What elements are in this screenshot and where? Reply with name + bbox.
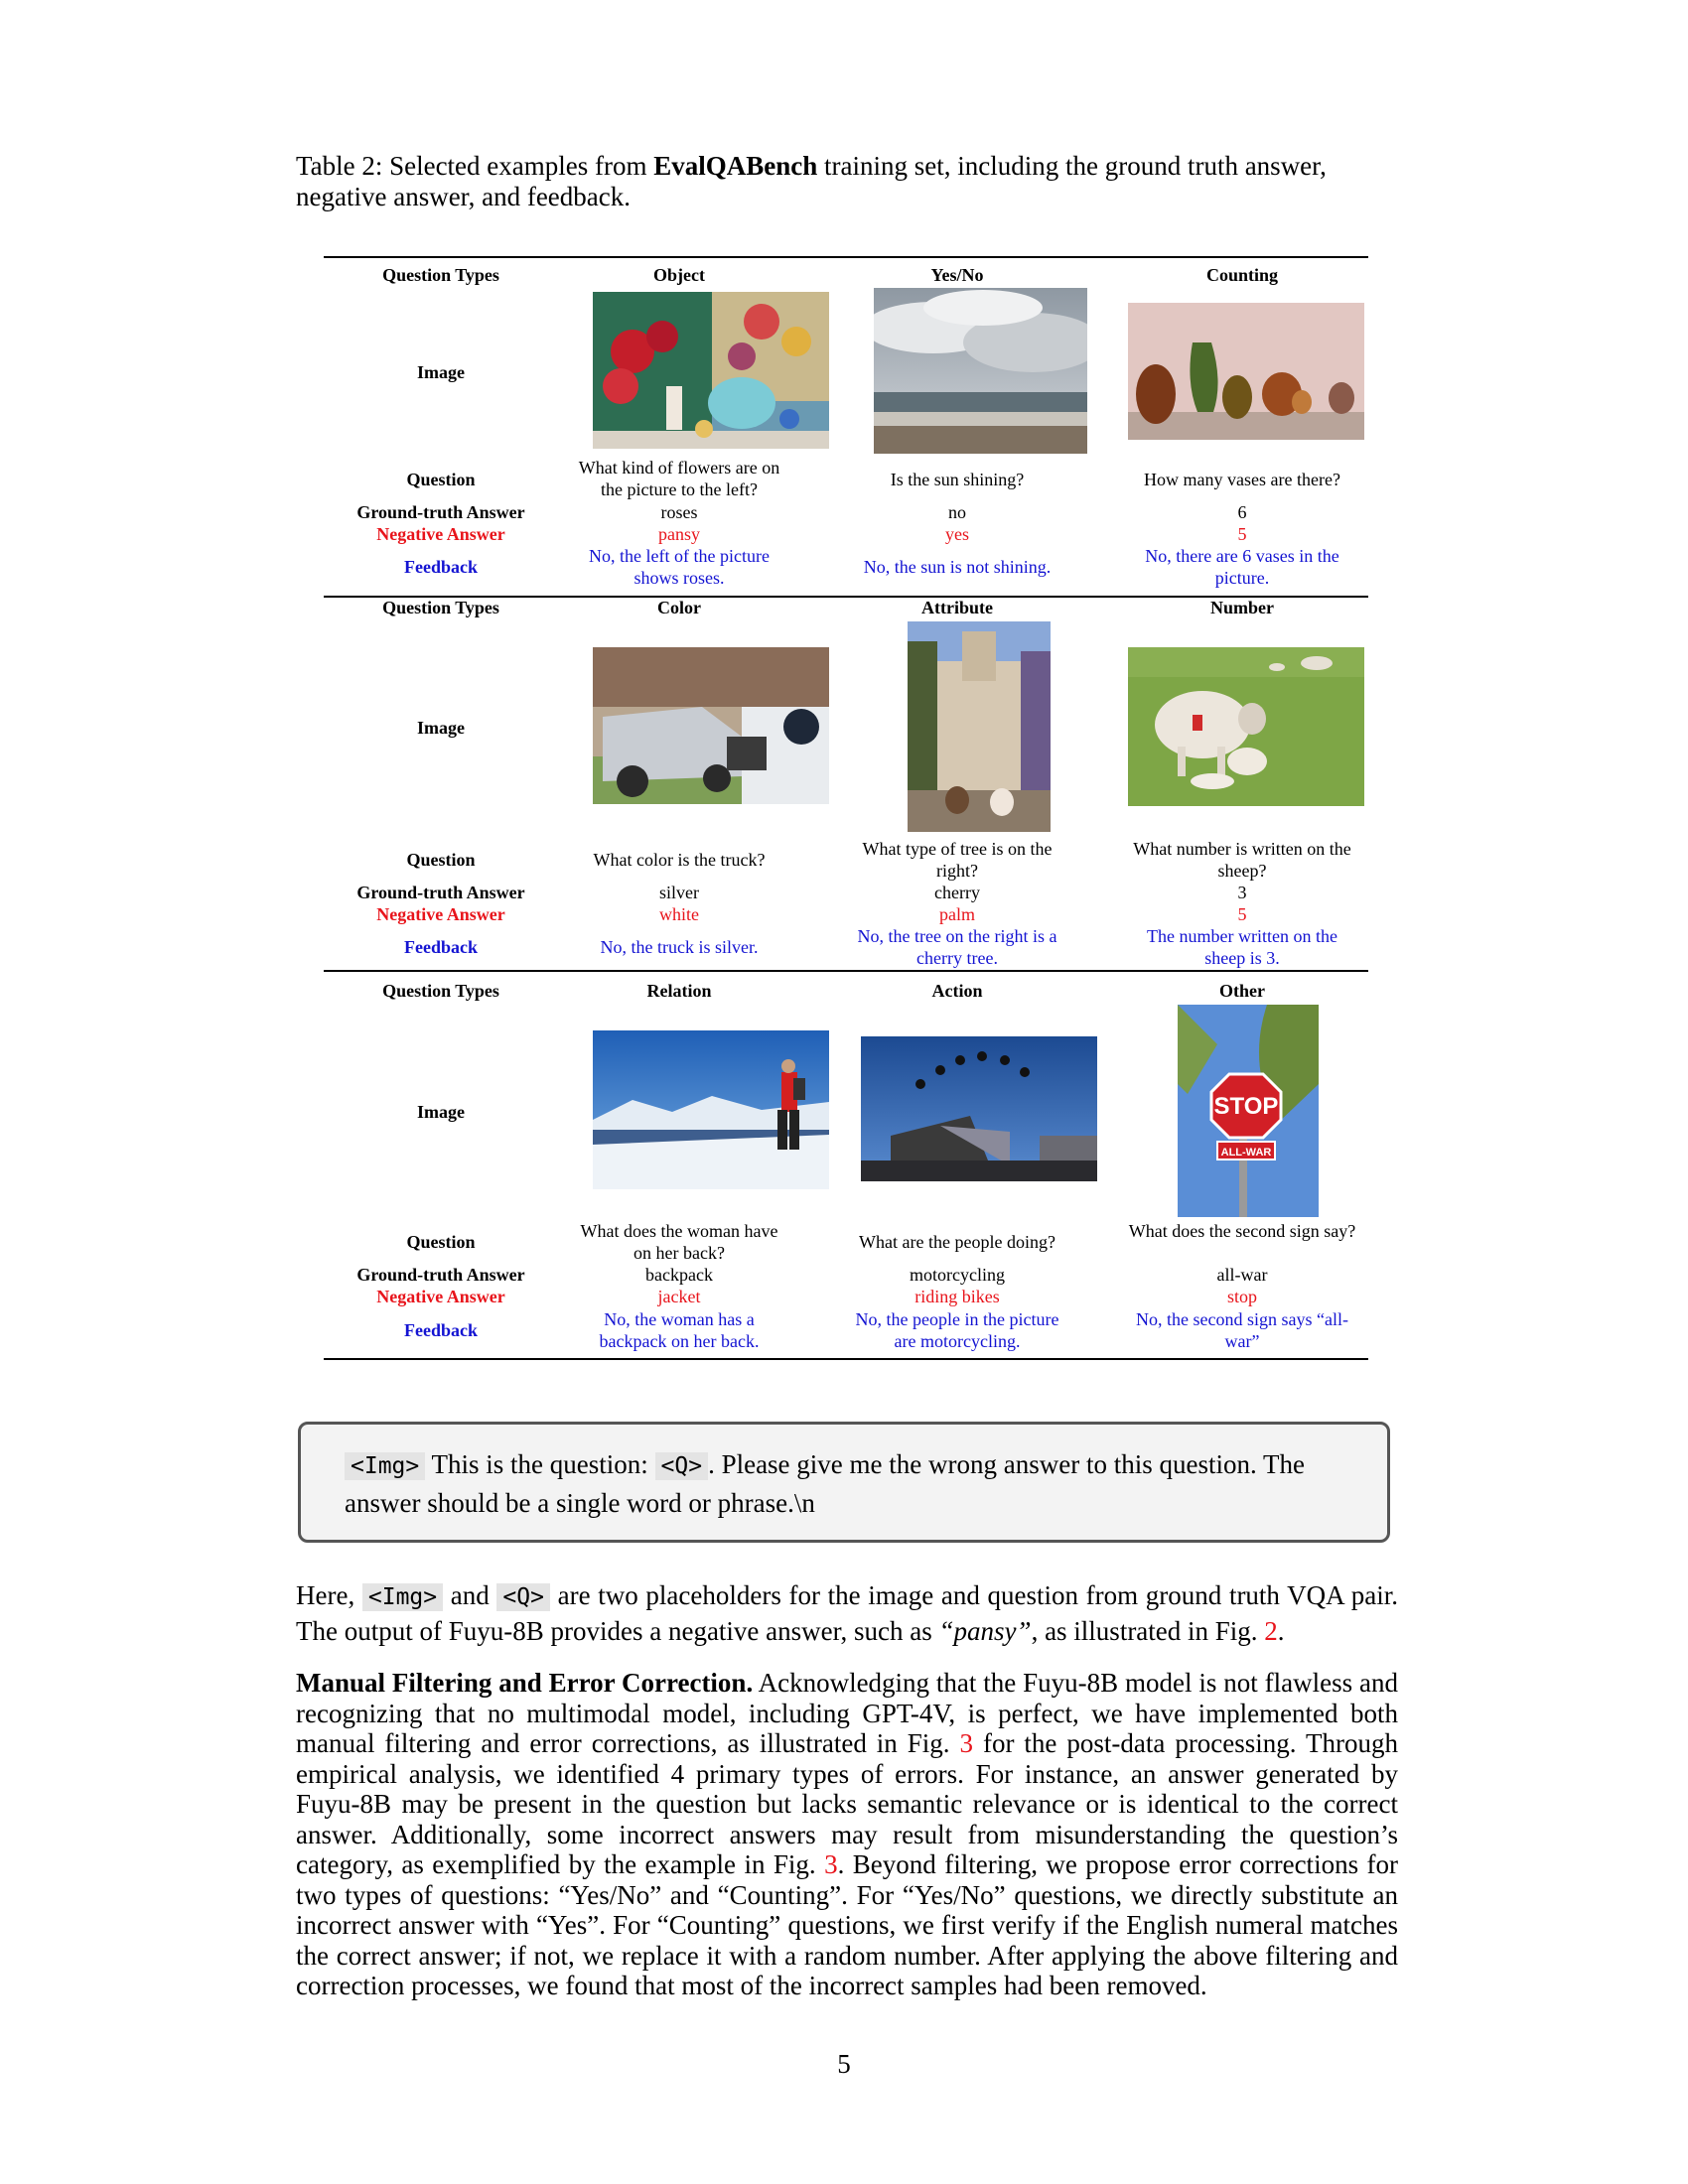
question-counting: How many vases are there? bbox=[1144, 470, 1340, 489]
type-counting: Counting bbox=[1205, 265, 1279, 285]
neg-other: stop bbox=[1226, 1287, 1257, 1306]
para2-text-2: for the post-data processing. Through empirical analysis, we identified 4 primary types of errors. For instance, an answer generated by Fuyu-8B may be present in the question but lacks semantic relevance or is identical to the correct answer. Additionally, some incorrect answers may result from misunderstanding the question’s category, as exemplified by the example in Fig. bbox=[296, 1728, 1399, 1879]
image-motorcycle-jump bbox=[861, 1036, 1097, 1181]
question-object: What kind of flowers are on the picture to the left? bbox=[578, 458, 780, 499]
feedback-action: No, the people in the picture are motorcycling. bbox=[855, 1309, 1059, 1351]
gt-relation: backpack bbox=[645, 1265, 713, 1285]
label-feedback: Feedback bbox=[404, 1320, 478, 1340]
feedback-counting: No, there are 6 vases in the picture. bbox=[1145, 546, 1339, 588]
label-negative: Negative Answer bbox=[376, 524, 505, 544]
label-feedback: Feedback bbox=[404, 937, 478, 957]
gt-attribute: cherry bbox=[934, 883, 980, 902]
image-skier-backpack bbox=[593, 1030, 829, 1189]
label-question-types: Question Types bbox=[382, 265, 499, 285]
neg-yes-no: yes bbox=[945, 524, 969, 544]
feedback-object: No, the left of the picture shows roses. bbox=[589, 546, 770, 588]
neg-counting: 5 bbox=[1237, 524, 1247, 544]
label-feedback: Feedback bbox=[404, 557, 478, 577]
label-ground-truth: Ground-truth Answer bbox=[356, 883, 525, 902]
caption-suffix: training set, including the ground truth answer, negative answer, and feedback. bbox=[296, 151, 1327, 211]
label-question: Question bbox=[406, 1232, 476, 1252]
para2-text-1: Acknowledging that the Fuyu-8B model is not flawless and recognizing that no multimodal model, including GPT-4V, is perfect, we have implemented both manual filtering and error corrections, as illustrated in Fig. bbox=[296, 1668, 1398, 1758]
question-attribute: What type of tree is on the right? bbox=[862, 839, 1053, 881]
label-image: Image bbox=[417, 718, 465, 738]
gt-yes-no: no bbox=[948, 502, 966, 522]
para1-example: “pansy” bbox=[938, 1616, 1032, 1646]
label-question-types: Question Types bbox=[382, 598, 499, 617]
caption-benchmark-name: EvalQABench bbox=[653, 151, 818, 181]
table-caption bbox=[296, 151, 1398, 212]
para1-q-token: <Q> bbox=[496, 1583, 550, 1611]
para2-text-3: . Beyond filtering, we propose error corrections for two types of questions: “Yes/No” and “Counting”. For “Yes/No” questions, we directly substitute an incorrect answer with “Yes”. For “Counting” questions, we first verify if the English numeral matches the correct answer; if not, we replace it with a random number. After applying the above filtering and correction processes, we found that most of the incorrect samples had been removed. bbox=[296, 1849, 1398, 2000]
paragraph-placeholders bbox=[296, 1578, 1398, 1648]
feedback-other: No, the second sign says “all-war” bbox=[1136, 1309, 1348, 1351]
prompt-q-token: <Q> bbox=[655, 1452, 709, 1480]
para1-text-5: . bbox=[1277, 1616, 1285, 1646]
label-question: Question bbox=[406, 850, 476, 870]
image-cathedral-horses bbox=[908, 621, 1051, 832]
gt-other: all-war bbox=[1216, 1265, 1268, 1285]
image-vases bbox=[1128, 303, 1364, 440]
table-bottom-rule bbox=[324, 1358, 1368, 1360]
image-beach-clouds bbox=[874, 288, 1087, 454]
feedback-yes-no: No, the sun is not shining. bbox=[863, 557, 1052, 577]
page-number: 5 bbox=[837, 2049, 851, 2079]
label-image: Image bbox=[417, 1102, 465, 1122]
fig-ref-3a[interactable]: 3 bbox=[959, 1728, 974, 1758]
stop-sign-word: STOP bbox=[1213, 1093, 1279, 1120]
label-ground-truth: Ground-truth Answer bbox=[356, 1265, 525, 1285]
prompt-text bbox=[345, 1446, 1347, 1522]
caption-prefix: Table 2: Selected examples from bbox=[296, 151, 654, 181]
gt-number: 3 bbox=[1237, 883, 1247, 902]
prompt-before-q: This is the question: bbox=[425, 1449, 655, 1479]
label-ground-truth: Ground-truth Answer bbox=[356, 502, 525, 522]
type-object: Object bbox=[653, 265, 705, 285]
para1-text-4: , as illustrated in Fig. bbox=[1031, 1616, 1265, 1646]
feedback-number: The number written on the sheep is 3. bbox=[1147, 926, 1337, 968]
label-question-types: Question Types bbox=[382, 981, 499, 1001]
question-action: What are the people doing? bbox=[859, 1232, 1055, 1252]
prompt-box bbox=[298, 1422, 1390, 1543]
question-other: What does the second sign say? bbox=[1128, 1221, 1356, 1241]
gt-counting: 6 bbox=[1237, 502, 1247, 522]
neg-attribute: palm bbox=[939, 904, 975, 924]
fig-ref-3b[interactable]: 3 bbox=[824, 1849, 838, 1879]
image-sheep bbox=[1128, 647, 1364, 806]
feedback-attribute: No, the tree on the right is a cherry tree. bbox=[857, 926, 1057, 968]
prompt-img-token: <Img> bbox=[345, 1452, 425, 1480]
type-other: Other bbox=[1219, 981, 1265, 1001]
feedback-color: No, the truck is silver. bbox=[600, 937, 759, 957]
type-relation: Relation bbox=[646, 981, 712, 1001]
type-attribute: Attribute bbox=[921, 598, 993, 617]
image-flowers-teapot bbox=[593, 292, 829, 449]
para1-text-1: Here, bbox=[296, 1580, 362, 1610]
neg-number: 5 bbox=[1237, 904, 1247, 924]
type-yes-no: Yes/No bbox=[930, 265, 984, 285]
gt-color: silver bbox=[659, 883, 699, 902]
table-block-rule-2 bbox=[324, 970, 1368, 972]
label-negative: Negative Answer bbox=[376, 904, 505, 924]
neg-object: pansy bbox=[658, 524, 700, 544]
para1-text-3: are two placeholders for the image and question from ground truth VQA pair. The output of Fuyu-8B provides a negative answer, such as bbox=[296, 1580, 1398, 1646]
question-number: What number is written on the sheep? bbox=[1133, 839, 1351, 881]
gt-object: roses bbox=[660, 502, 698, 522]
label-negative: Negative Answer bbox=[376, 1287, 505, 1306]
stop-sign-plate: ALL-WAR bbox=[1220, 1147, 1272, 1159]
paragraph-manual-filtering bbox=[296, 1668, 1398, 2001]
table-top-rule bbox=[324, 256, 1368, 258]
para1-text-2: and bbox=[443, 1580, 497, 1610]
question-yes-no: Is the sun shining? bbox=[890, 470, 1025, 489]
gt-action: motorcycling bbox=[910, 1265, 1005, 1285]
label-question: Question bbox=[406, 470, 476, 489]
para1-img-token: <Img> bbox=[362, 1583, 443, 1611]
label-image: Image bbox=[417, 362, 465, 382]
image-stop-sign bbox=[1178, 1005, 1319, 1217]
neg-relation: jacket bbox=[657, 1287, 701, 1306]
section-heading-manual-filtering: Manual Filtering and Error Correction. bbox=[296, 1668, 754, 1698]
image-silver-truck bbox=[593, 647, 829, 804]
feedback-relation: No, the woman has a backpack on her back. bbox=[599, 1309, 760, 1351]
type-number: Number bbox=[1210, 598, 1274, 617]
neg-color: white bbox=[659, 904, 699, 924]
question-color: What color is the truck? bbox=[593, 850, 766, 870]
prompt-after-q: . Please give me the wrong answer to this question. The answer should be a single word or phrase.\n bbox=[345, 1449, 1305, 1518]
type-color: Color bbox=[657, 598, 701, 617]
question-relation: What does the woman have on her back? bbox=[580, 1221, 778, 1263]
type-action: Action bbox=[931, 981, 983, 1001]
fig-ref-2[interactable]: 2 bbox=[1264, 1616, 1278, 1646]
neg-action: riding bikes bbox=[914, 1287, 1000, 1306]
